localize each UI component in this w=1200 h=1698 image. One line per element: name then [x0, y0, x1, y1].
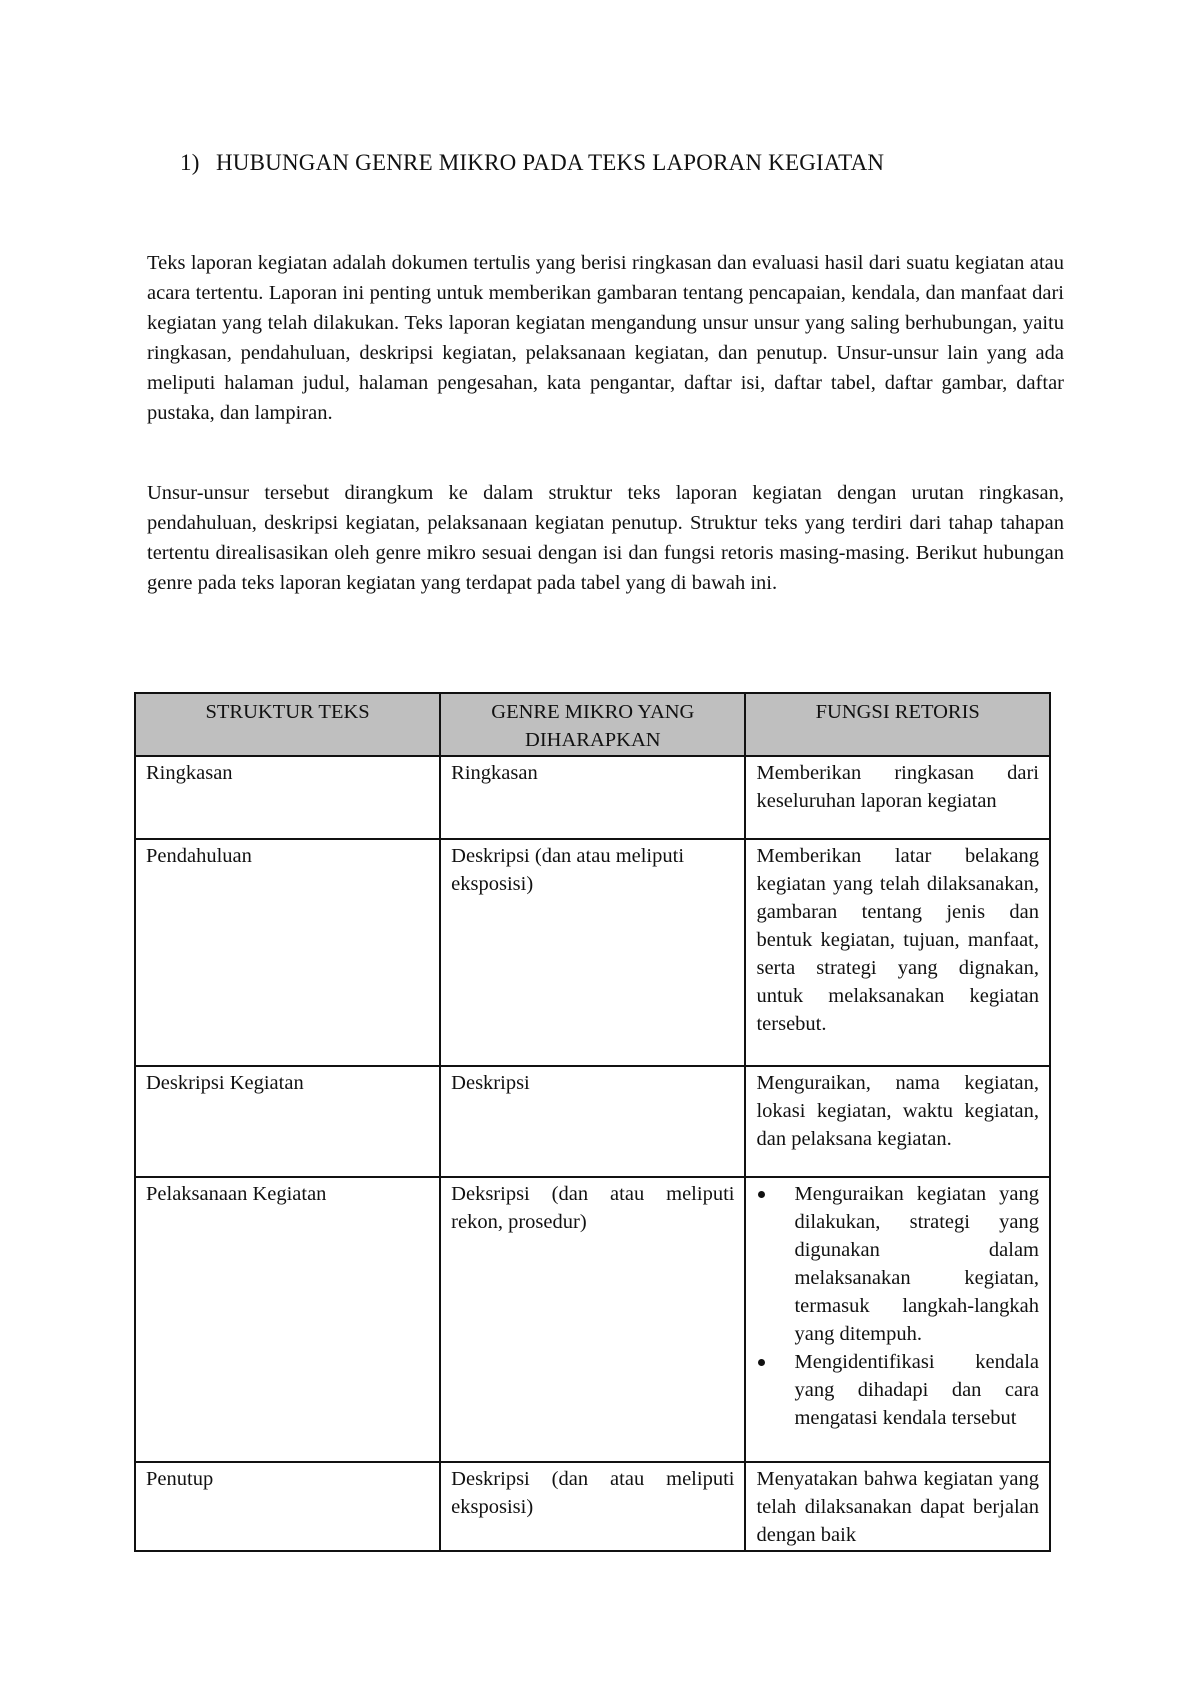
cell-fungsi [745, 1177, 1050, 1462]
cell-genre: Deskripsi (dan atau meliputi eksposisi) [440, 839, 745, 1066]
cell-fungsi: Memberikan ringkasan dari keseluruhan laporan kegiatan [745, 756, 1050, 839]
cell-struktur: Pendahuluan [135, 839, 440, 1066]
section-title: HUBUNGAN GENRE MIKRO PADA TEKS LAPORAN KEGIATAN [216, 150, 885, 175]
section-heading [180, 150, 884, 176]
cell-fungsi: Menyatakan bahwa kegiatan yang telah dilaksanakan dapat berjalan dengan baik [745, 1462, 1050, 1551]
genre-table [134, 692, 1051, 1552]
table-row [135, 839, 1050, 1066]
table-row [135, 1177, 1050, 1462]
cell-fungsi: Memberikan latar belakang kegiatan yang telah dilaksanakan, gambaran tentang jenis dan bentuk kegiatan, tujuan, manfaat, serta strategi yang dignakan, untuk melaksanakan kegiatan tersebut. [745, 839, 1050, 1066]
cell-fungsi: Menguraikan, nama kegiatan, lokasi kegiatan, waktu kegiatan, dan pelaksana kegiatan. [745, 1066, 1050, 1177]
paragraph-structure: Unsur-unsur tersebut dirangkum ke dalam struktur teks laporan kegiatan dengan urutan ringkasan, pendahuluan, deskripsi kegiatan, pelaksanaan kegiatan penutup. Struktur teks yang terdiri dari tahap tahapan tertentu direalisasikan oleh genre mikro sesuai dengan isi dan fungsi retoris masing-masing. Berikut hubungan genre pada teks laporan kegiatan yang terdapat pada tabel yang di bawah ini. [147, 482, 1064, 594]
header-struktur: STRUKTUR TEKS [135, 693, 440, 756]
header-genre: GENRE MIKRO YANG DIHARAPKAN [440, 693, 745, 756]
cell-genre: Deskripsi [440, 1066, 745, 1177]
cell-genre: Ringkasan [440, 756, 745, 839]
fungsi-bullet-list [756, 1180, 1039, 1432]
cell-struktur: Penutup [135, 1462, 440, 1551]
table-row [135, 1066, 1050, 1177]
table-row [135, 756, 1050, 839]
cell-struktur: Pelaksanaan Kegiatan [135, 1177, 440, 1462]
paragraph-intro: Teks laporan kegiatan adalah dokumen tertulis yang berisi ringkasan dan evaluasi hasil dari suatu kegiatan atau acara tertentu. Laporan ini penting untuk memberikan gambaran tentang pencapaian, kendala, dan manfaat dari kegiatan yang telah dilakukan. Teks laporan kegiatan mengandung unsur unsur yang saling berhubungan, yaitu ringkasan, pendahuluan, deskripsi kegiatan, pelaksanaan kegiatan, dan penutup. Unsur-unsur lain yang ada meliputi halaman judul, halaman pengesahan, kata pengantar, daftar isi, daftar tabel, daftar gambar, daftar pustaka, dan lampiran. [147, 252, 1064, 424]
table-header-row [135, 693, 1050, 756]
section-number: 1) [180, 150, 200, 175]
cell-genre: Deskripsi (dan atau meliputi eksposisi) [440, 1462, 745, 1551]
header-fungsi: FUNGSI RETORIS [745, 693, 1050, 756]
cell-struktur: Deskripsi Kegiatan [135, 1066, 440, 1177]
table-row [135, 1462, 1050, 1551]
cell-genre: Deksripsi (dan atau meliputi rekon, prosedur) [440, 1177, 745, 1462]
cell-struktur: Ringkasan [135, 756, 440, 839]
list-item: Mengidentifikasi kendala yang dihadapi dan cara mengatasi kendala tersebut [794, 1348, 1039, 1432]
list-item: Menguraikan kegiatan yang dilakukan, strategi yang digunakan dalam melaksanakan kegiatan, termasuk langkah-langkah yang ditempuh. [794, 1180, 1039, 1348]
